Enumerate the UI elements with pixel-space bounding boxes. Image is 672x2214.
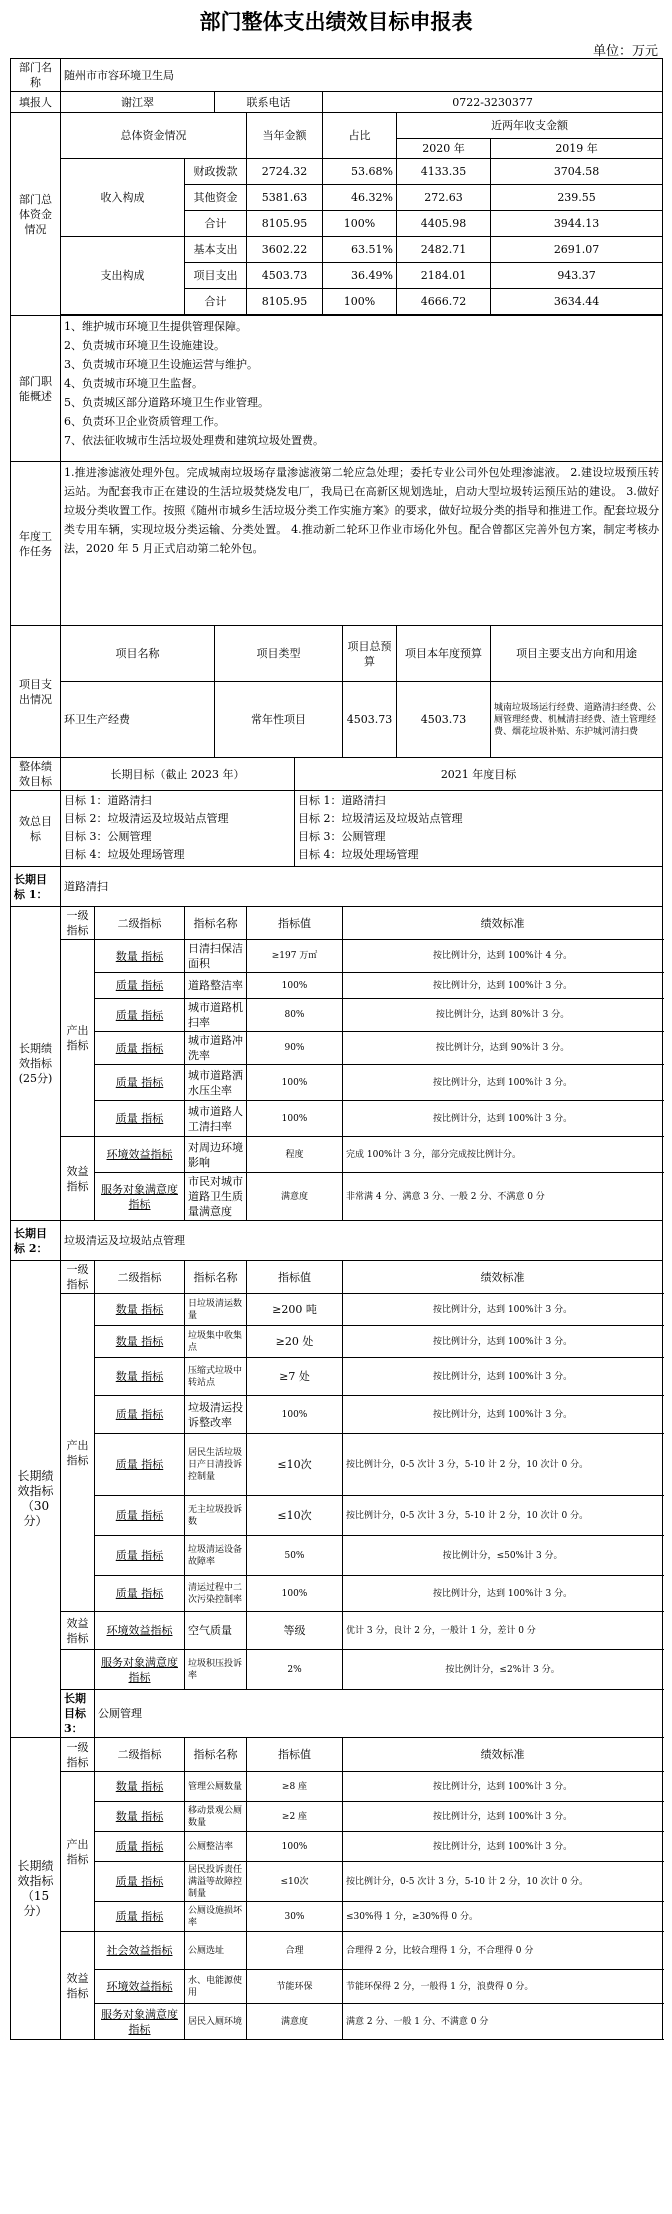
metric-std: 按比例计分，达到 100%计 3 分。 — [343, 1326, 663, 1358]
metric-value: ≥20 处 — [247, 1326, 343, 1358]
report-table — [10, 58, 663, 2040]
empty-cell — [61, 1650, 95, 1690]
metric-value: 满意度 — [247, 2004, 343, 2040]
metric-name: 管理公厕数量 — [185, 1772, 247, 1802]
lvl2-cell: 质量 指标 — [95, 1101, 185, 1137]
lvl2-cell: 数量 指标 — [95, 1294, 185, 1326]
lt1-label: 长期目标 1： — [11, 867, 61, 907]
metric-value: ≤10次 — [247, 1434, 343, 1496]
h-project-type: 项目类型 — [215, 626, 343, 682]
h-value: 指标值 — [247, 907, 343, 940]
h-lvl2: 二级指标 — [95, 1738, 185, 1772]
h-recent: 近两年收支金额 — [397, 113, 663, 139]
expense-ratio: 63.51% — [323, 237, 397, 263]
project-name: 环卫生产经费 — [61, 682, 215, 758]
output-label: 产出指标 — [61, 940, 95, 1137]
metric-std: 按比例计分，达到 100%计 3 分。 — [343, 1065, 663, 1101]
metric-value: 合理 — [247, 1932, 343, 1970]
lt3-group: 长期绩效指标（15分） — [11, 1738, 61, 2040]
income-ratio: 100% — [323, 211, 397, 237]
project-use: 城南垃圾场运行经费、道路清扫经费、公厕管理经费、机械清扫经费、渣土管理经费、烟花垃圾补贴、东护城河清扫费 — [491, 682, 663, 758]
metric-value: 100% — [247, 1576, 343, 1612]
year-goal-item: 目标 4：垃圾处理场管理 — [298, 848, 419, 861]
duty-item: 2、负责城市环境卫生设施建设。 — [64, 339, 225, 352]
expense-2020: 2482.71 — [397, 237, 491, 263]
metric-std: 按比例计分，达到 100%计 3 分。 — [343, 1358, 663, 1396]
income-2020: 4405.98 — [397, 211, 491, 237]
dept-value: 随州市市容环境卫生局 — [61, 59, 663, 92]
h-2019: 2019 年 — [491, 139, 663, 159]
metric-value: 90% — [247, 1032, 343, 1065]
lt3-label: 长期目标 3： — [61, 1690, 95, 1738]
metric-std: 按比例计分，达到 90%计 3 分。 — [343, 1032, 663, 1065]
metric-std: 按比例计分，达到 100%计 3 分。 — [343, 1101, 663, 1137]
duties-list — [61, 316, 663, 462]
metric-name: 水、电能源使用 — [185, 1970, 247, 2004]
duty-item: 3、负责城市环境卫生设施运营与维护。 — [64, 358, 258, 371]
expense-name: 基本支出 — [185, 237, 247, 263]
long-goal-item: 目标 4：垃圾处理场管理 — [64, 848, 185, 861]
income-2020: 4133.35 — [397, 159, 491, 185]
income-2019: 3944.13 — [491, 211, 663, 237]
lvl2-cell: 环境效益指标 — [95, 1612, 185, 1650]
lvl2-cell: 质量 指标 — [95, 999, 185, 1032]
filler-label: 填报人 — [11, 92, 61, 113]
h-lvl2: 二级指标 — [95, 1261, 185, 1294]
benefit-label: 效益指标 — [61, 1137, 95, 1221]
h-current: 当年金额 — [247, 113, 323, 159]
lvl2-cell: 环境效益指标 — [95, 1137, 185, 1173]
metric-value: 100% — [247, 1065, 343, 1101]
metric-std: 合理得 2 分，比较合理得 1 分，不合理得 0 分 — [343, 1932, 663, 1970]
dept-label: 部门名称 — [11, 59, 61, 92]
h-name: 指标名称 — [185, 907, 247, 940]
metric-value: ≤10次 — [247, 1496, 343, 1536]
expense-2019: 2691.07 — [491, 237, 663, 263]
h-value: 指标值 — [247, 1738, 343, 1772]
metric-name: 垃圾集中收集点 — [185, 1326, 247, 1358]
lvl2-cell: 质量 指标 — [95, 1832, 185, 1862]
metric-std: 按比例计分，≤2%计 3 分。 — [343, 1650, 663, 1690]
lvl2-cell: 质量 指标 — [95, 1902, 185, 1932]
h-lvl1: 一级指标 — [61, 907, 95, 940]
expense-2020: 4666.72 — [397, 289, 491, 315]
expense-cur: 4503.73 — [247, 263, 323, 289]
metric-value: ≥7 处 — [247, 1358, 343, 1396]
income-cur: 5381.63 — [247, 185, 323, 211]
output-label: 产出指标 — [61, 1772, 95, 1932]
lvl2-cell: 质量 指标 — [95, 1862, 185, 1902]
overall-label: 总体资金情况 — [61, 113, 247, 159]
lt2-goal: 垃圾清运及垃圾站点管理 — [61, 1221, 663, 1261]
metric-name: 垃圾清运设备故障率 — [185, 1536, 247, 1576]
income-cur: 8105.95 — [247, 211, 323, 237]
metric-name: 日垃圾清运数量 — [185, 1294, 247, 1326]
goals-label: 整体绩效目标 — [11, 758, 61, 791]
metric-value: 100% — [247, 973, 343, 999]
expense-name: 项目支出 — [185, 263, 247, 289]
metric-name: 移动景观公厕数量 — [185, 1802, 247, 1832]
page-title: 部门整体支出绩效目标申报表 — [199, 9, 473, 34]
lvl2-cell: 服务对象满意度指标 — [95, 2004, 185, 2040]
h-std: 绩效标准 — [343, 907, 663, 940]
metric-std: 按比例计分，达到 100%计 4 分。 — [343, 940, 663, 973]
metric-name: 道路整洁率 — [185, 973, 247, 999]
h-lvl1: 一级指标 — [61, 1261, 95, 1294]
expense-cur: 3602.22 — [247, 237, 323, 263]
metric-name: 公厕整洁率 — [185, 1832, 247, 1862]
metric-name: 无主垃圾投诉数 — [185, 1496, 247, 1536]
long-goal-item: 目标 2：垃圾清运及垃圾站点管理 — [64, 812, 229, 825]
metric-std: 按比例计分，0-5 次计 3 分，5-10 计 2 分，10 次计 0 分。 — [343, 1496, 663, 1536]
lvl2-cell: 质量 指标 — [95, 1434, 185, 1496]
h-name: 指标名称 — [185, 1738, 247, 1772]
metric-name: 清运过程中二次污染控制率 — [185, 1576, 247, 1612]
lt2-label: 长期目标 2： — [11, 1221, 61, 1261]
year-goals-list — [295, 791, 663, 867]
funds-section-label: 部门总体资金情况 — [11, 113, 61, 316]
metric-value: ≥200 吨 — [247, 1294, 343, 1326]
metric-name: 居民投诉责任满溢等故障控制量 — [185, 1862, 247, 1902]
lvl2-cell: 质量 指标 — [95, 973, 185, 999]
duty-item: 4、负责城市环境卫生监督。 — [64, 377, 203, 390]
duty-item: 7、依法征收城市生活垃圾处理费和建筑垃圾处置费。 — [64, 434, 324, 447]
h-project-year: 项目本年度预算 — [397, 626, 491, 682]
income-2019: 3704.58 — [491, 159, 663, 185]
h-name: 指标名称 — [185, 1261, 247, 1294]
metric-name: 垃圾积压投诉率 — [185, 1650, 247, 1690]
lvl2-cell: 质量 指标 — [95, 1032, 185, 1065]
long-goals-list — [61, 791, 295, 867]
metric-std: 按比例计分，达到 100%计 3 分。 — [343, 1802, 663, 1832]
projects-label: 项目支出情况 — [11, 626, 61, 758]
tasks-label: 年度工作任务 — [11, 462, 61, 626]
metric-name: 公厕设施损坏率 — [185, 1902, 247, 1932]
duty-item: 1、维护城市环境卫生提供管理保障。 — [64, 320, 247, 333]
lvl2-cell: 数量 指标 — [95, 1802, 185, 1832]
lvl2-cell: 质量 指标 — [95, 1496, 185, 1536]
h-value: 指标值 — [247, 1261, 343, 1294]
h-lvl1: 一级指标 — [61, 1738, 95, 1772]
metric-name: 垃圾清运投诉整改率 — [185, 1396, 247, 1434]
metric-value: 程度 — [247, 1137, 343, 1173]
lvl2-cell: 数量 指标 — [95, 1358, 185, 1396]
metric-std: ≤30%得 1 分，≥30%得 0 分。 — [343, 1902, 663, 1932]
expense-name: 合计 — [185, 289, 247, 315]
metric-std: 按比例计分，达到 100%计 3 分。 — [343, 1294, 663, 1326]
metric-name: 日清扫保洁面积 — [185, 940, 247, 973]
metric-std: 按比例计分，≤50%计 3 分。 — [343, 1536, 663, 1576]
lvl2-cell: 数量 指标 — [95, 940, 185, 973]
lvl2-cell: 数量 指标 — [95, 1326, 185, 1358]
metric-value: ≥2 座 — [247, 1802, 343, 1832]
metric-name: 空气质量 — [185, 1612, 247, 1650]
lt1-group: 长期绩效指标(25分) — [11, 907, 61, 1221]
metric-std: 按比例计分，0-5 次计 3 分，5-10 计 2 分，10 次计 0 分。 — [343, 1862, 663, 1902]
expense-ratio: 36.49% — [323, 263, 397, 289]
metric-value: ≥197 万㎡ — [247, 940, 343, 973]
metric-value: 50% — [247, 1536, 343, 1576]
metric-name: 城市道路机扫率 — [185, 999, 247, 1032]
metric-std: 按比例计分，达到 100%计 3 分。 — [343, 973, 663, 999]
output-label: 产出指标 — [61, 1294, 95, 1612]
phone-value: 0722-3230377 — [323, 92, 663, 113]
expense-2020: 2184.01 — [397, 263, 491, 289]
metric-std: 按比例计分，达到 100%计 3 分。 — [343, 1396, 663, 1434]
long-goals-label: 长期目标（截止 2023 年） — [61, 758, 295, 791]
long-goal-item: 目标 1：道路清扫 — [64, 794, 152, 807]
year-goal-item: 目标 3：公厕管理 — [298, 830, 386, 843]
metric-std: 按比例计分，达到 100%计 3 分。 — [343, 1832, 663, 1862]
expense-label: 支出构成 — [61, 237, 185, 315]
metric-value: 满意度 — [247, 1173, 343, 1221]
duties-label: 部门职能概述 — [11, 316, 61, 462]
income-ratio: 46.32% — [323, 185, 397, 211]
lvl2-cell: 社会效益指标 — [95, 1932, 185, 1970]
lvl2-cell: 数量 指标 — [95, 1772, 185, 1802]
metric-value: 节能环保 — [247, 1970, 343, 2004]
project-total: 4503.73 — [343, 682, 397, 758]
project-type: 常年性项目 — [215, 682, 343, 758]
year-goal-item: 目标 1：道路清扫 — [298, 794, 386, 807]
lvl2-cell: 质量 指标 — [95, 1065, 185, 1101]
h-2020: 2020 年 — [397, 139, 491, 159]
expense-2019: 3634.44 — [491, 289, 663, 315]
metric-value: ≤10次 — [247, 1862, 343, 1902]
income-2019: 239.55 — [491, 185, 663, 211]
metric-value: 100% — [247, 1832, 343, 1862]
project-year: 4503.73 — [397, 682, 491, 758]
lvl2-cell: 质量 指标 — [95, 1396, 185, 1434]
metric-name: 城市道路冲洗率 — [185, 1032, 247, 1065]
metric-std: 非常满 4 分、满意 3 分、一般 2 分、不满意 0 分 — [343, 1173, 663, 1221]
year-goals-label: 2021 年度目标 — [295, 758, 663, 791]
duty-item: 6、负责环卫企业资质管理工作。 — [64, 415, 225, 428]
metric-value: 30% — [247, 1902, 343, 1932]
h-std: 绩效标准 — [343, 1738, 663, 1772]
metric-std: 按比例计分，达到 100%计 3 分。 — [343, 1772, 663, 1802]
lvl2-cell: 质量 指标 — [95, 1536, 185, 1576]
metric-std: 节能环保得 2 分，一般得 1 分，浪费得 0 分。 — [343, 1970, 663, 2004]
lt2-group: 长期绩效指标（30分） — [11, 1261, 61, 1738]
expense-cur: 8105.95 — [247, 289, 323, 315]
metric-value: 100% — [247, 1396, 343, 1434]
metric-std: 优计 3 分，良计 2 分，一般计 1 分，差计 0 分 — [343, 1612, 663, 1650]
metric-std: 按比例计分，0-5 次计 3 分，5-10 计 2 分，10 次计 0 分。 — [343, 1434, 663, 1496]
metric-value: ≥8 座 — [247, 1772, 343, 1802]
perf-goals-label: 效总目标 — [11, 791, 61, 867]
metric-name: 城市道路人工清扫率 — [185, 1101, 247, 1137]
metric-value: 80% — [247, 999, 343, 1032]
h-project-name: 项目名称 — [61, 626, 215, 682]
h-lvl2: 二级指标 — [95, 907, 185, 940]
expense-2019: 943.37 — [491, 263, 663, 289]
metric-name: 公厕选址 — [185, 1932, 247, 1970]
metric-std: 满意 2 分、一般 1 分、不满意 0 分 — [343, 2004, 663, 2040]
filler-value: 谢江翠 — [61, 92, 215, 113]
income-ratio: 53.68% — [323, 159, 397, 185]
h-ratio: 占比 — [323, 113, 397, 159]
long-goal-item: 目标 3：公厕管理 — [64, 830, 152, 843]
lvl2-cell: 服务对象满意度指标 — [95, 1173, 185, 1221]
metric-name: 居民入厕环境 — [185, 2004, 247, 2040]
metric-name: 城市道路洒水压尘率 — [185, 1065, 247, 1101]
lvl2-cell: 服务对象满意度指标 — [95, 1650, 185, 1690]
lvl2-cell: 质量 指标 — [95, 1576, 185, 1612]
metric-name: 对周边环境影响 — [185, 1137, 247, 1173]
lt1-goal: 道路清扫 — [61, 867, 663, 907]
metric-value: 2% — [247, 1650, 343, 1690]
lvl2-cell: 环境效益指标 — [95, 1970, 185, 2004]
tasks-text: 1.推进渗滤液处理外包。完成城南垃圾场存量渗滤液第二轮应急处理；委托专业公司外包处理渗滤液。 2.建设垃圾预压转运站。为配套我市正在建设的生活垃圾焚烧发电厂，我局已在高新区规划选址，启动大型垃圾转运预压站的建设。 3.做好垃圾分类收置工作。按照《随州市城乡生活垃圾分类工作实施方案》的要求，做好垃圾分类的指导和推进工作。配套垃圾分类专用车辆，实现垃圾分类运输、分类处置。 4.推动新二轮环卫作业市场化外包。配合曾都区完善外包方案，制定考核办法，2020 年 5 月正式启动第二轮外包。 — [61, 462, 663, 626]
metric-name: 居民生活垃圾日产日清投诉控制量 — [185, 1434, 247, 1496]
income-cur: 2724.32 — [247, 159, 323, 185]
income-label: 收入构成 — [61, 159, 185, 237]
benefit-label: 效益指标 — [61, 1932, 95, 2040]
metric-value: 100% — [247, 1101, 343, 1137]
duty-item: 5、负责城区部分道路环境卫生作业管理。 — [64, 396, 269, 409]
year-goal-item: 目标 2：垃圾清运及垃圾站点管理 — [298, 812, 463, 825]
income-2020: 272.63 — [397, 185, 491, 211]
metric-std: 完成 100%计 3 分，部分完成按比例计分。 — [343, 1137, 663, 1173]
income-name: 合计 — [185, 211, 247, 237]
h-project-use: 项目主要支出方向和用途 — [491, 626, 663, 682]
income-name: 其他资金 — [185, 185, 247, 211]
phone-label: 联系电话 — [215, 92, 323, 113]
metric-std: 按比例计分，达到 100%计 3 分。 — [343, 1576, 663, 1612]
unit-label: 单位：万元 — [592, 44, 658, 59]
metric-value: 等级 — [247, 1612, 343, 1650]
metric-name: 压缩式垃圾中转站点 — [185, 1358, 247, 1396]
h-std: 绩效标准 — [343, 1261, 663, 1294]
metric-std: 按比例计分，达到 80%计 3 分。 — [343, 999, 663, 1032]
benefit-label: 效益指标 — [61, 1612, 95, 1650]
metric-name: 市民对城市道路卫生质量满意度 — [185, 1173, 247, 1221]
h-project-total: 项目总预算 — [343, 626, 397, 682]
lt3-goal: 公厕管理 — [95, 1690, 663, 1738]
income-name: 财政拨款 — [185, 159, 247, 185]
expense-ratio: 100% — [323, 289, 397, 315]
